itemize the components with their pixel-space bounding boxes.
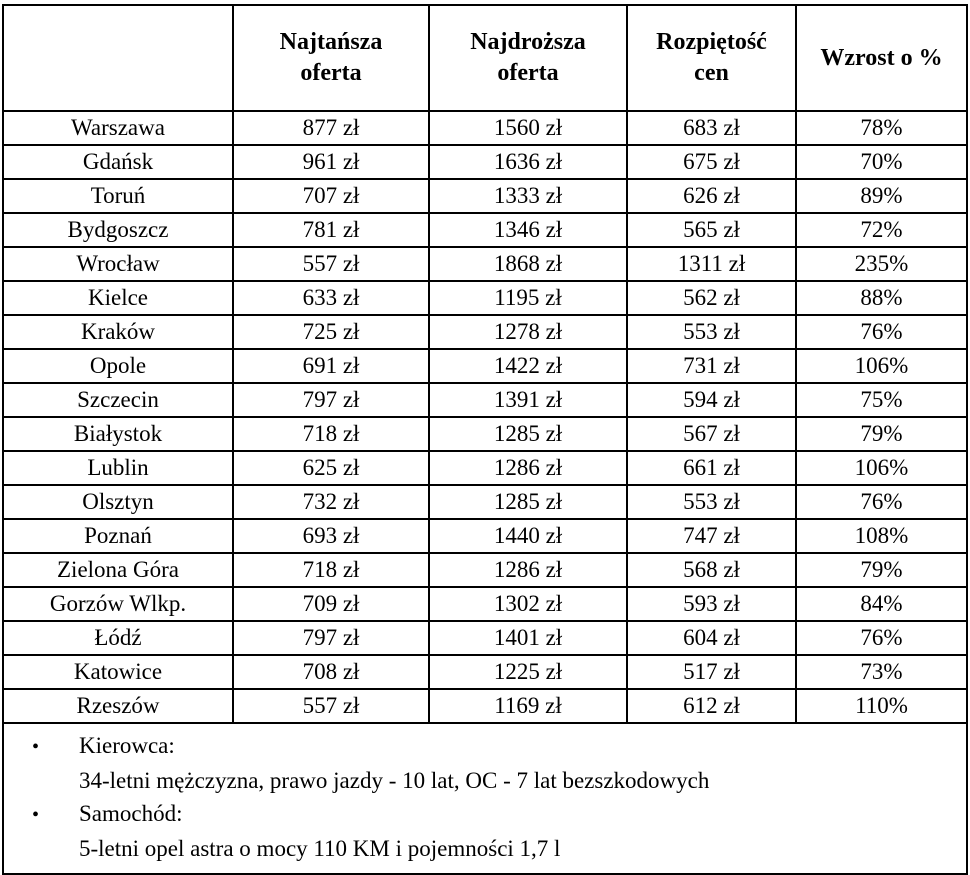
- growth-percent-cell: 70%: [796, 145, 967, 179]
- growth-percent-cell: 88%: [796, 281, 967, 315]
- city-cell: Warszawa: [3, 111, 233, 145]
- bullet-icon: •: [32, 736, 40, 758]
- table-row: [3, 621, 967, 655]
- cheapest-offer-cell: 691 zł: [233, 349, 429, 383]
- price-range-cell: 604 zł: [627, 621, 796, 655]
- column-header-city: [3, 5, 233, 111]
- table-row: [3, 315, 967, 349]
- price-range-cell: 594 zł: [627, 383, 796, 417]
- cheapest-offer-cell: 693 zł: [233, 519, 429, 553]
- table-row: [3, 655, 967, 689]
- city-cell: Olsztyn: [3, 485, 233, 519]
- most-expensive-offer-cell: 1346 zł: [429, 213, 627, 247]
- table-row: [3, 145, 967, 179]
- note-driver-title: Kierowca:: [79, 733, 175, 758]
- city-cell: Rzeszów: [3, 689, 233, 723]
- most-expensive-offer-cell: 1440 zł: [429, 519, 627, 553]
- table-row: [3, 451, 967, 485]
- cheapest-offer-cell: 557 zł: [233, 247, 429, 281]
- most-expensive-offer-cell: 1636 zł: [429, 145, 627, 179]
- most-expensive-offer-cell: 1333 zł: [429, 179, 627, 213]
- table-row: [3, 213, 967, 247]
- table-row: [3, 417, 967, 451]
- growth-percent-cell: 79%: [796, 417, 967, 451]
- city-cell: Gorzów Wlkp.: [3, 587, 233, 621]
- note-driver: [4, 729, 956, 797]
- price-range-cell: 612 zł: [627, 689, 796, 723]
- table-row: [3, 281, 967, 315]
- growth-percent-cell: 72%: [796, 213, 967, 247]
- table-body: [3, 111, 967, 723]
- growth-percent-cell: 110%: [796, 689, 967, 723]
- table-row: [3, 349, 967, 383]
- most-expensive-offer-cell: 1195 zł: [429, 281, 627, 315]
- table-row: [3, 485, 967, 519]
- cheapest-offer-cell: 797 zł: [233, 621, 429, 655]
- growth-percent-cell: 106%: [796, 451, 967, 485]
- growth-percent-cell: 76%: [796, 621, 967, 655]
- price-range-cell: 683 zł: [627, 111, 796, 145]
- footnote-row: [3, 723, 967, 874]
- city-cell: Opole: [3, 349, 233, 383]
- city-cell: Wrocław: [3, 247, 233, 281]
- city-cell: Poznań: [3, 519, 233, 553]
- cheapest-offer-cell: 709 zł: [233, 587, 429, 621]
- column-header-cheapest-offer: Najtańsza oferta: [233, 5, 429, 111]
- growth-percent-cell: 235%: [796, 247, 967, 281]
- most-expensive-offer-cell: 1169 zł: [429, 689, 627, 723]
- price-range-cell: 562 zł: [627, 281, 796, 315]
- most-expensive-offer-cell: 1302 zł: [429, 587, 627, 621]
- growth-percent-cell: 75%: [796, 383, 967, 417]
- growth-percent-cell: 76%: [796, 485, 967, 519]
- price-range-cell: 517 zł: [627, 655, 796, 689]
- note-car: [4, 797, 956, 865]
- cheapest-offer-cell: 633 zł: [233, 281, 429, 315]
- table-row: [3, 383, 967, 417]
- growth-percent-cell: 84%: [796, 587, 967, 621]
- growth-percent-cell: 108%: [796, 519, 967, 553]
- growth-percent-cell: 78%: [796, 111, 967, 145]
- table-row: [3, 587, 967, 621]
- cheapest-offer-cell: 725 zł: [233, 315, 429, 349]
- cheapest-offer-cell: 707 zł: [233, 179, 429, 213]
- price-range-cell: 1311 zł: [627, 247, 796, 281]
- column-header-most-expensive-offer: Najdroższa oferta: [429, 5, 627, 111]
- cheapest-offer-cell: 718 zł: [233, 553, 429, 587]
- growth-percent-cell: 76%: [796, 315, 967, 349]
- cheapest-offer-cell: 732 zł: [233, 485, 429, 519]
- column-header-price-range: Rozpiętość cen: [627, 5, 796, 111]
- price-range-cell: 567 zł: [627, 417, 796, 451]
- most-expensive-offer-cell: 1868 zł: [429, 247, 627, 281]
- note-driver-detail: 34-letni mężczyzna, prawo jazdy - 10 lat, OC - 7 lat bezszkodowych: [79, 768, 710, 793]
- price-range-cell: 565 zł: [627, 213, 796, 247]
- city-cell: Kielce: [3, 281, 233, 315]
- table-row: [3, 247, 967, 281]
- column-header-growth-percent: Wzrost o %: [796, 5, 967, 111]
- note-car-detail: 5-letni opel astra o mocy 110 KM i pojemności 1,7 l: [79, 836, 561, 861]
- table-row: [3, 553, 967, 587]
- cheapest-offer-cell: 718 zł: [233, 417, 429, 451]
- most-expensive-offer-cell: 1285 zł: [429, 417, 627, 451]
- price-range-cell: 553 zł: [627, 315, 796, 349]
- header-row: [3, 5, 967, 111]
- city-cell: Szczecin: [3, 383, 233, 417]
- most-expensive-offer-cell: 1286 zł: [429, 553, 627, 587]
- most-expensive-offer-cell: 1286 zł: [429, 451, 627, 485]
- price-range-cell: 661 zł: [627, 451, 796, 485]
- note-car-title: Samochód:: [79, 801, 183, 826]
- city-cell: Katowice: [3, 655, 233, 689]
- cheapest-offer-cell: 797 zł: [233, 383, 429, 417]
- most-expensive-offer-cell: 1285 zł: [429, 485, 627, 519]
- table-row: [3, 179, 967, 213]
- growth-percent-cell: 89%: [796, 179, 967, 213]
- table-row: [3, 689, 967, 723]
- price-range-cell: 593 zł: [627, 587, 796, 621]
- most-expensive-offer-cell: 1422 zł: [429, 349, 627, 383]
- growth-percent-cell: 73%: [796, 655, 967, 689]
- table-row: [3, 519, 967, 553]
- growth-percent-cell: 79%: [796, 553, 967, 587]
- price-range-cell: 675 zł: [627, 145, 796, 179]
- price-range-cell: 731 zł: [627, 349, 796, 383]
- growth-percent-cell: 106%: [796, 349, 967, 383]
- city-cell: Gdańsk: [3, 145, 233, 179]
- most-expensive-offer-cell: 1560 zł: [429, 111, 627, 145]
- most-expensive-offer-cell: 1225 zł: [429, 655, 627, 689]
- table-footnotes: [3, 723, 967, 874]
- city-cell: Kraków: [3, 315, 233, 349]
- cheapest-offer-cell: 625 zł: [233, 451, 429, 485]
- city-cell: Łódź: [3, 621, 233, 655]
- cheapest-offer-cell: 961 zł: [233, 145, 429, 179]
- city-cell: Białystok: [3, 417, 233, 451]
- city-cell: Bydgoszcz: [3, 213, 233, 247]
- price-range-cell: 553 zł: [627, 485, 796, 519]
- table-header: [3, 5, 967, 111]
- city-cell: Zielona Góra: [3, 553, 233, 587]
- city-cell: Lublin: [3, 451, 233, 485]
- bullet-icon: •: [32, 804, 40, 826]
- most-expensive-offer-cell: 1401 zł: [429, 621, 627, 655]
- price-range-cell: 568 zł: [627, 553, 796, 587]
- price-range-cell: 626 zł: [627, 179, 796, 213]
- price-range-cell: 747 zł: [627, 519, 796, 553]
- most-expensive-offer-cell: 1278 zł: [429, 315, 627, 349]
- most-expensive-offer-cell: 1391 zł: [429, 383, 627, 417]
- cheapest-offer-cell: 557 zł: [233, 689, 429, 723]
- insurance-price-table: [2, 4, 968, 875]
- city-cell: Toruń: [3, 179, 233, 213]
- cheapest-offer-cell: 877 zł: [233, 111, 429, 145]
- table-row: [3, 111, 967, 145]
- cheapest-offer-cell: 708 zł: [233, 655, 429, 689]
- cheapest-offer-cell: 781 zł: [233, 213, 429, 247]
